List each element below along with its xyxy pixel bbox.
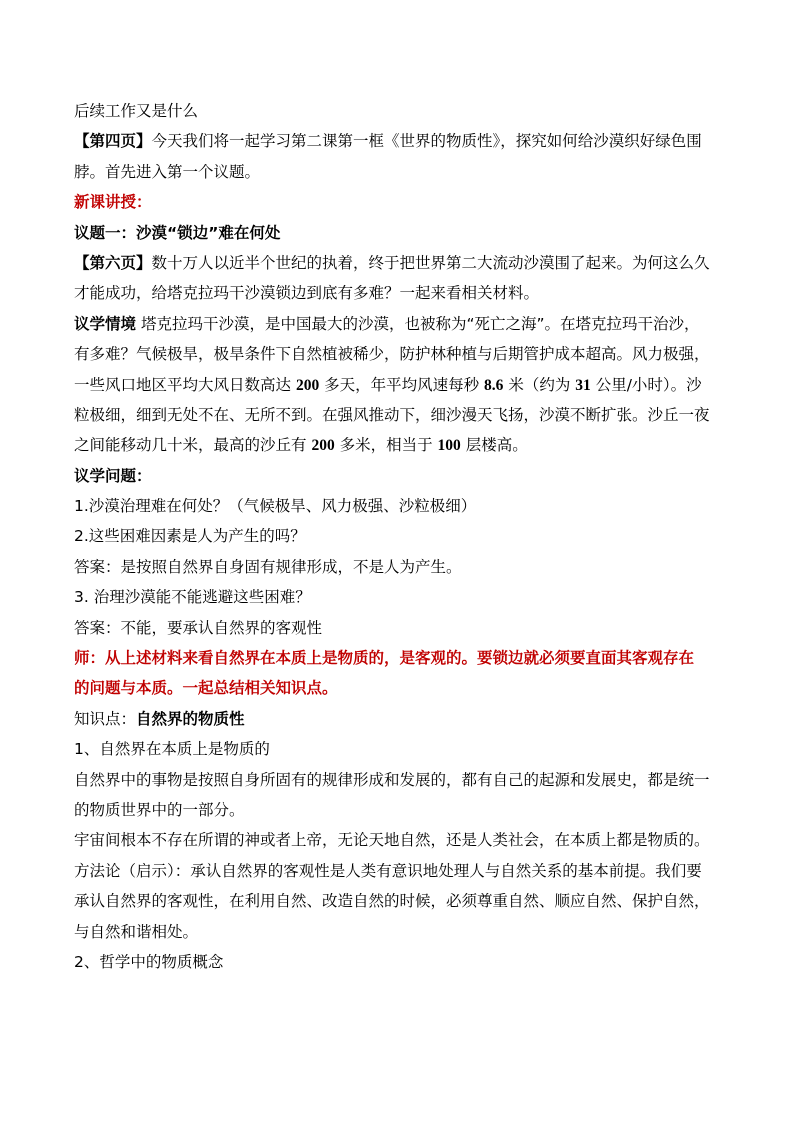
text-line: 后续工作又是什么 xyxy=(74,102,199,120)
text-line: 粒极细，细到无处不在、无所不到。在强风推动下，细沙漫天飞扬，沙漠不断扩张。沙丘一夜 xyxy=(74,405,710,424)
number: 200 xyxy=(311,437,335,455)
questions-heading: 议学问题： xyxy=(74,466,152,485)
new-lesson-heading: 新课讲授： xyxy=(74,193,152,212)
text-line xyxy=(74,370,734,400)
text-fragment: 之间能移动几十米，最高的沙丘有 xyxy=(74,436,312,455)
text-fragment: 一些风口地区平均大风日数高达 xyxy=(74,375,296,394)
text-fragment: 多天，年平均风速每秒 xyxy=(319,375,485,394)
topic-one-heading: 议题一：沙漠“锁边”难在何处 xyxy=(74,223,281,242)
question-1: 1.沙漠治理难在何处？（气候极旱、风力极强、沙粒极细） xyxy=(74,497,477,516)
teacher-summary: 师：从上述材料来看自然界在本质上是物质的，是客观的。要锁边就必须要直面其客观存在 xyxy=(74,649,695,668)
knowledge-point-2: 2、哲学中的物质概念 xyxy=(74,952,224,971)
text-line: 有多难？气候极旱，极旱条件下自然植被稀少，防护林种植与后期管护成本超高。风力极强， xyxy=(74,345,710,364)
text-line: 与自然和谐相处。 xyxy=(74,922,199,941)
number: 100 xyxy=(437,437,461,455)
text-line xyxy=(74,430,734,460)
text-fragment: 层楼高。 xyxy=(460,436,528,455)
text-line: 自然界中的事物是按照自身所固有的规律形成和发展的，都有自己的起源和发展史，都是统一 xyxy=(74,770,710,789)
document-page xyxy=(74,96,734,977)
teacher-summary-cont: 的问题与本质。一起总结相关知识点。 xyxy=(74,679,338,698)
answer-3: 答案：不能，要承认自然界的客观性 xyxy=(74,618,323,637)
knowledge-label: 知识点： xyxy=(74,709,137,728)
text-line: 的物质世界中的一部分。 xyxy=(74,800,245,819)
number: 31 xyxy=(575,376,591,394)
situation-label: 议学情境 xyxy=(74,314,137,333)
text-line: 承认自然界的客观性，在利用自然、改造自然的时候，必须尊重自然、顺应自然、保护自然， xyxy=(74,892,710,911)
number: 8.6 xyxy=(484,376,504,394)
text-fragment: 米（约为 xyxy=(503,375,576,394)
page4-paragraph xyxy=(74,126,734,156)
answer-2: 答案：是按照自然界自身固有规律形成，不是人为产生。 xyxy=(74,557,462,576)
methodology-text: 方法论（启示）：承认自然界的客观性是人类有意识地处理人与自然关系的基本前提。我们要 xyxy=(74,861,702,880)
text-fragment: 多米，相当于 xyxy=(334,436,438,455)
question-2: 2.这些困难因素是人为产生的吗？ xyxy=(74,527,306,546)
text-fragment: 公里/小时）。沙 xyxy=(590,375,702,394)
page6-paragraph xyxy=(74,248,734,278)
text-line: 宇宙间根本不存在所谓的神或者上帝，无论天地自然，还是人类社会，在本质上都是物质的。 xyxy=(74,831,710,850)
situation-paragraph xyxy=(74,309,734,339)
page4-tag: 【第四页】 xyxy=(74,132,152,151)
knowledge-point-heading xyxy=(74,704,734,734)
text-line: 才能成功，给塔克拉玛干沙漠锁边到底有多难？一起来看相关材料。 xyxy=(74,284,540,303)
knowledge-point-1: 1、自然界在本质上是物质的 xyxy=(74,740,270,759)
number: 200 xyxy=(295,376,320,394)
knowledge-title: 自然界的物质性 xyxy=(136,709,245,728)
page4-text: 今天我们将一起学习第二课第一框《世界的物质性》，探究如何给沙漠织好绿色围 xyxy=(151,132,702,151)
question-3: 3. 治理沙漠能不能逃避这些困难？ xyxy=(74,588,311,607)
text-line: 脖。首先进入第一个议题。 xyxy=(74,162,261,181)
situation-text: 塔克拉玛干沙漠，是中国最大的沙漠，也被称为“死亡之海”。在塔克拉玛干治沙， xyxy=(136,314,700,333)
page6-text: 数十万人以近半个世纪的执着，终于把世界第二大流动沙漠围了起来。为何这么久 xyxy=(151,253,710,272)
page6-tag: 【第六页】 xyxy=(74,253,152,272)
